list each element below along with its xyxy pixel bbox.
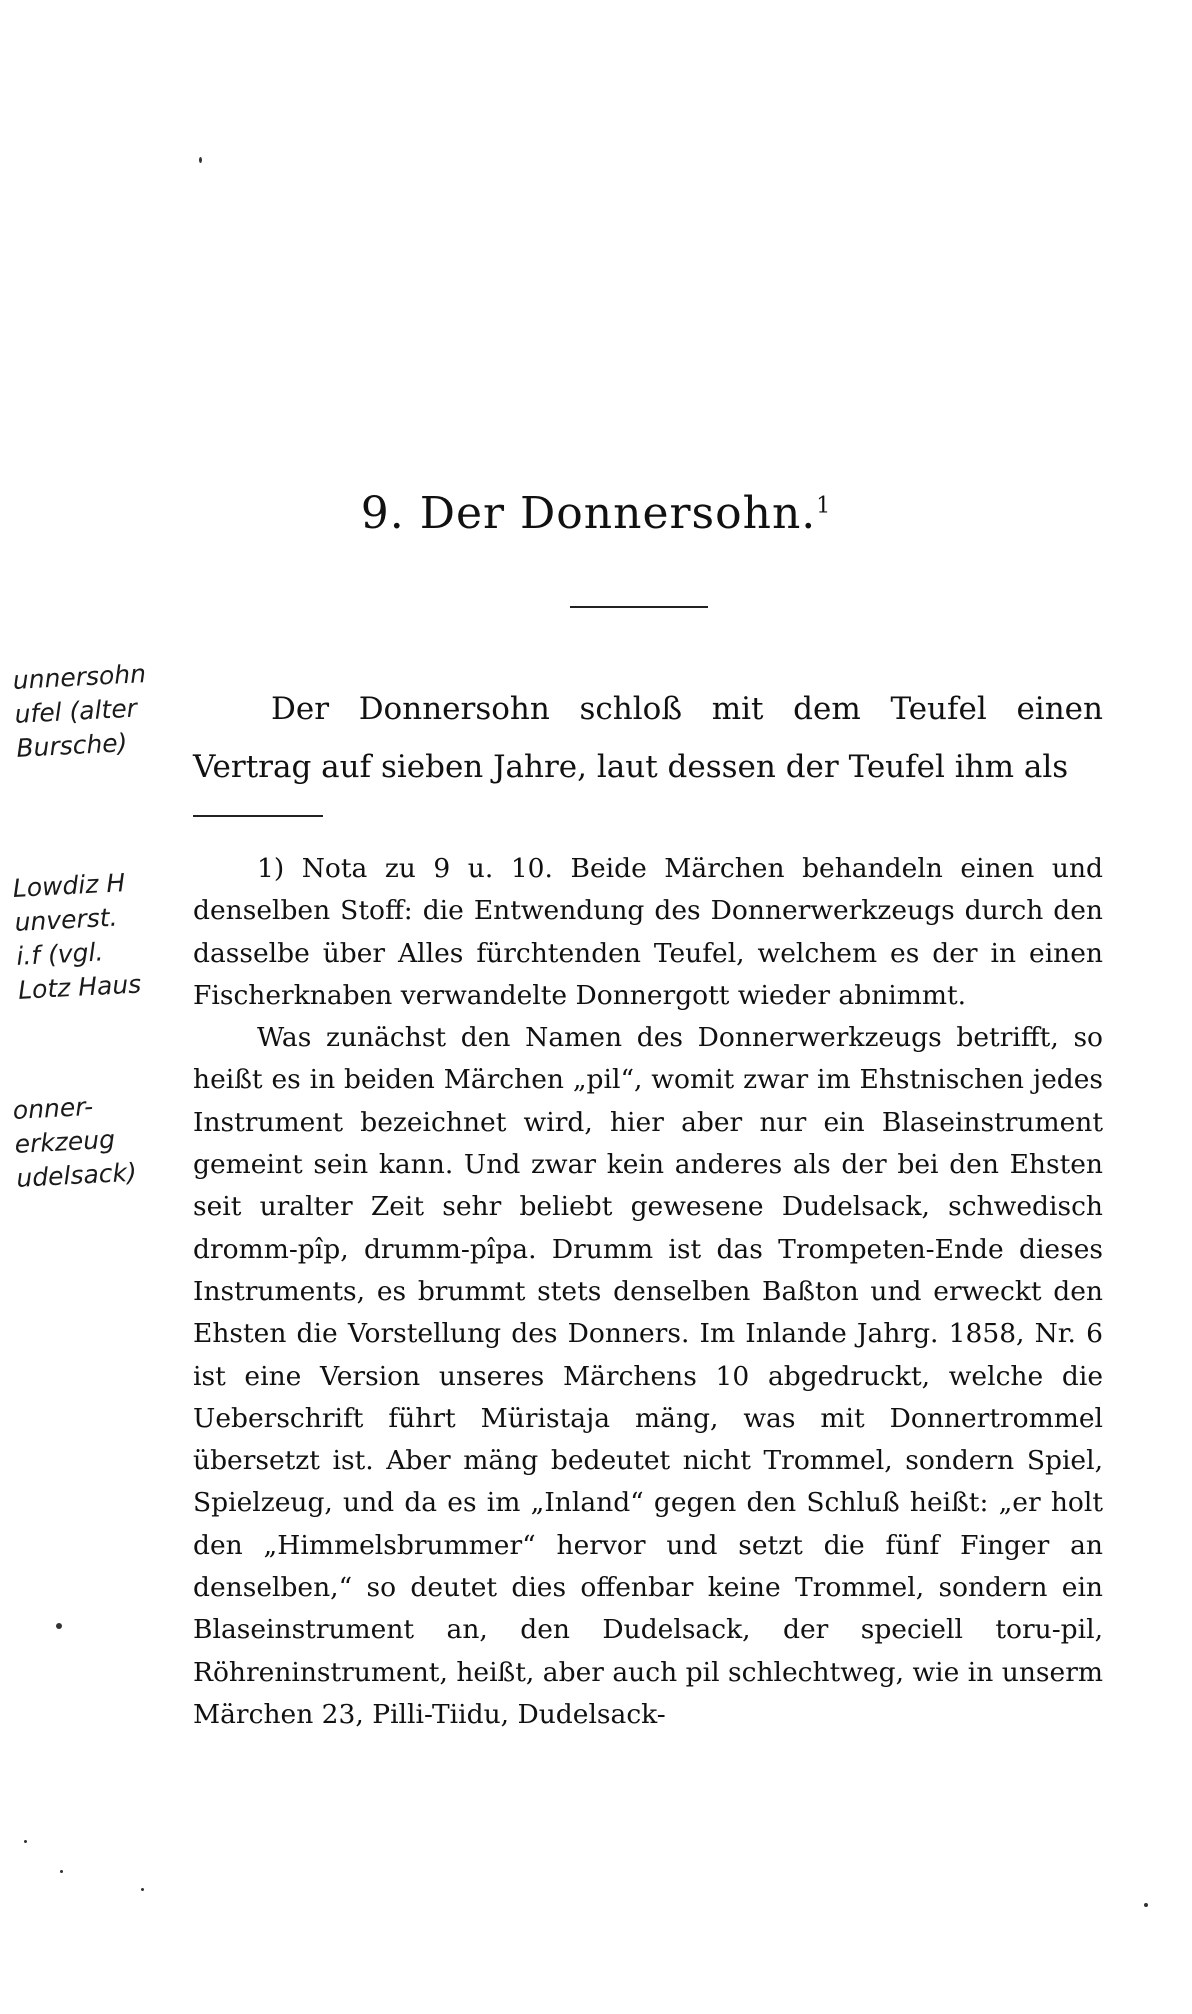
handwritten-margin-note-1 (12, 655, 197, 766)
footnote-divider (193, 815, 323, 817)
paper-speck (60, 1870, 63, 1873)
footnote-block (193, 848, 1103, 1736)
margin-note-line: unverst. (13, 902, 119, 937)
chapter-title-text: Der Donnersohn. (419, 488, 817, 539)
paper-speck (199, 157, 202, 163)
margin-note-line: Lowdiz H (12, 868, 126, 903)
footnote-reference: 1 (816, 493, 832, 519)
margin-note-line: udelsack) (15, 1157, 138, 1193)
paper-speck (141, 1888, 144, 1891)
paper-speck (1144, 1903, 1148, 1907)
handwritten-margin-note-3 (12, 1085, 197, 1196)
footnote-paragraph-2: Was zunächst den Namen des Donnerwerkzeugs betrifft, so heißt es in beiden Märchen „pil“, womit zwar im Ehstnischen jedes Instrument bezeichnet wird, hier aber nur ein Blaseinstrument gemeint sein kann. Und zwar kein anderes als der bei den Ehsten seit uralter Zeit sehr beliebt gewesene Dudelsack, schwedisch dromm-pîp, drumm-pîpa. Drumm ist das Trompeten-Ende dieses Instruments, es brummt stets denselben Baßton und erweckt den Ehsten die Vorstellung des Donners. Im Inlande Jahrg. 1858, Nr. 6 ist eine Version unseres Märchens 10 abgedruckt, welche die Ueberschrift führt Müristaja mäng, was mit Donnertrommel übersetzt ist. Aber mäng bedeutet nicht Trommel, sondern Spiel, Spielzeug, und da es im „Inland“ gegen den Schluß heißt: „er holt den „Himmelsbrummer“ hervor und setzt die fünf Finger an denselben,“ so deutet dies offenbar keine Trommel, sondern ein Blaseinstrument an, den Dudelsack, der speciell toru-pil, Röhreninstrument, heißt, aber auch pil schlechtweg, wie in unserm Märchen 23, Pilli-Tiidu, Dudelsack- (193, 1022, 1103, 1730)
footnote-paragraph-1: 1) Nota zu 9 u. 10. Beide Märchen behandeln einen und denselben Stoff: die Entwendung des Donnerwerkzeugs durch den dasselbe über Alles fürchtenden Teufel, welchem es der in einen Fischerknaben verwandelte Donnergott wieder abnimmt. (193, 853, 1103, 1011)
paper-speck (56, 1623, 62, 1629)
paper-speck (24, 1840, 27, 1843)
margin-note-line: erkzeug (13, 1124, 116, 1159)
margin-note-line: onner- (12, 1091, 94, 1125)
margin-note-line: unnersohn (12, 659, 147, 695)
chapter-title (0, 488, 1192, 539)
main-paragraph: Der Donnersohn schloß mit dem Teufel einen Vertrag auf sieben Jahre, laut dessen der Teufel ihm als (193, 691, 1103, 785)
margin-note-line: Bursche) (15, 728, 129, 763)
title-divider (570, 606, 708, 608)
chapter-number: 9. (360, 488, 405, 539)
main-text (193, 680, 1103, 796)
margin-note-line: i.f (vgl. (15, 937, 105, 971)
margin-note-line: Lotz Haus (17, 969, 142, 1005)
margin-note-line: ufel (alter (13, 693, 138, 729)
handwritten-margin-note-2 (12, 863, 199, 1008)
